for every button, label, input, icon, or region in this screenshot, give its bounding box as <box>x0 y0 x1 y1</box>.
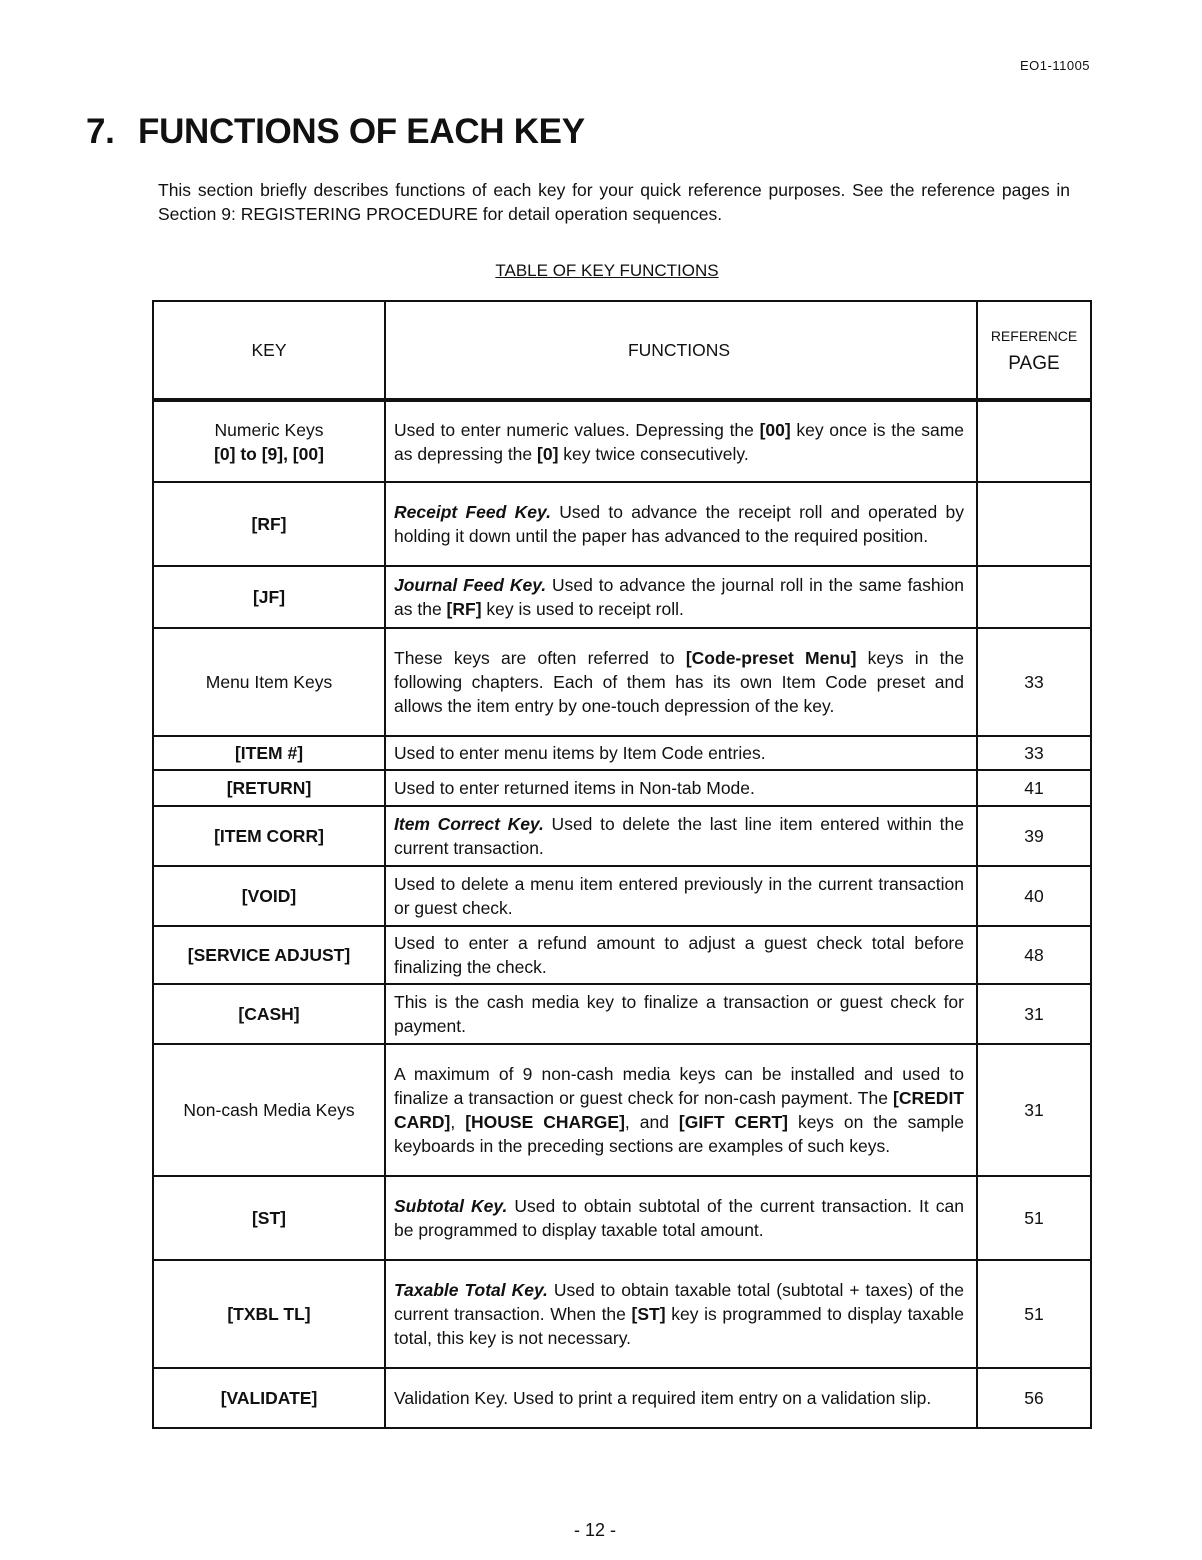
function-title: Item Correct Key. <box>394 814 544 834</box>
function-title: Subtotal Key. <box>394 1196 508 1216</box>
table-row <box>153 1044 1091 1176</box>
function-text: Used to obtain taxable total (subtotal + taxes) of the current transaction. When the <box>394 1280 964 1324</box>
key-functions-table <box>152 300 1092 1429</box>
key-name: Non-cash Media Keys <box>153 1044 385 1176</box>
function-cell <box>385 1260 977 1368</box>
reference-page: 33 <box>977 628 1091 736</box>
function-title: Journal Feed Key. <box>394 575 547 595</box>
function-text: keys in the following chapters. Each of them has its own Item Code preset and allows the item entry by one-touch depression of the key. <box>394 648 964 716</box>
reference-page: 33 <box>977 736 1091 770</box>
function-text: These keys are often referred to <box>394 648 686 668</box>
function-text: key is programmed to display taxable total, this key is not necessary. <box>394 1304 965 1348</box>
key-name: [ITEM CORR] <box>153 806 385 866</box>
function-text: , and <box>624 1112 679 1132</box>
function-cell <box>385 1176 977 1260</box>
table-row <box>153 866 1091 926</box>
function-text: A maximum of 9 non-cash media keys can be installed and used to finalize a transaction or guest check for non-cash payment. The <box>394 1064 964 1108</box>
function-text: , <box>450 1112 466 1132</box>
reference-page <box>977 400 1091 482</box>
key-reference: [00] <box>759 419 791 440</box>
key-cell <box>153 400 385 482</box>
key-reference: [HOUSE CHARGE] <box>465 1112 625 1132</box>
function-text: Used to advance the receipt roll and operated by holding it down until the paper has advanced to the required position. <box>394 502 964 546</box>
page-number: - 12 - <box>573 1520 616 1540</box>
table-row <box>153 482 1091 566</box>
table-row <box>153 628 1091 736</box>
function-text: Used to delete a menu item entered previously in the current transaction or guest check. <box>385 866 977 926</box>
function-text: Used to enter numeric values. Depressing the <box>394 419 760 440</box>
function-cell <box>385 1044 977 1176</box>
header-reference: REFERENCE <box>990 328 1078 344</box>
table-row <box>153 1260 1091 1368</box>
function-text: Used to enter returned items in Non-tab Mode. <box>385 770 977 806</box>
function-text: Validation Key. Used to print a required item entry on a validation slip. <box>385 1368 977 1428</box>
key-name: Menu Item Keys <box>153 628 385 736</box>
key-name: [ST] <box>153 1176 385 1260</box>
function-text: key is used to receipt roll. <box>481 599 684 619</box>
reference-page: 51 <box>977 1176 1091 1260</box>
function-cell <box>385 806 977 866</box>
header-page: PAGE <box>1008 353 1060 374</box>
reference-page <box>977 482 1091 566</box>
function-text: Used to enter a refund amount to adjust a guest check total before finalizing the check. <box>385 926 977 984</box>
function-cell <box>385 400 977 482</box>
table-row <box>153 1368 1091 1428</box>
key-reference: [Code-preset Menu] <box>685 648 857 668</box>
key-reference: [0] <box>537 443 559 464</box>
reference-page: 31 <box>977 984 1091 1044</box>
key-name: [ITEM #] <box>153 736 385 770</box>
reference-page: 40 <box>977 866 1091 926</box>
key-name: [RF] <box>153 482 385 566</box>
document-id: EO1-11005 <box>1020 58 1091 73</box>
intro-paragraph: This section briefly describes functions of each key for your quick reference purposes. See the reference pages in Section 9: REGISTERING PROCEDURE for detail operation sequences. <box>158 180 1070 224</box>
key-name: [JF] <box>153 566 385 628</box>
section-title <box>86 112 585 152</box>
key-reference: [CREDIT CARD] <box>394 1088 964 1132</box>
table-row <box>153 806 1091 866</box>
key-name: [TXBL TL] <box>153 1260 385 1368</box>
function-cell <box>385 628 977 736</box>
key-name: [RETURN] <box>153 770 385 806</box>
function-title: Taxable Total Key. <box>394 1280 548 1300</box>
header-key: KEY <box>153 301 385 400</box>
function-cell <box>385 566 977 628</box>
function-text: Used to delete the last line item entered within the current transaction. <box>394 814 964 858</box>
section-title-text: FUNCTIONS OF EACH KEY <box>138 112 585 151</box>
function-text: key once is the same as depressing the <box>394 419 965 464</box>
function-text: Used to advance the journal roll in the same fashion as the <box>394 575 965 619</box>
function-cell <box>385 482 977 566</box>
table-row <box>153 400 1091 482</box>
section-number: 7. <box>86 112 115 151</box>
function-text: keys on the sample keyboards in the preceding sections are examples of such keys. <box>394 1112 964 1156</box>
key-name: Numeric Keys <box>214 419 324 440</box>
key-name-detail: [0] to [9], [00] <box>214 443 324 464</box>
reference-page <box>977 566 1091 628</box>
header-functions: FUNCTIONS <box>385 301 977 400</box>
key-name: [VALIDATE] <box>153 1368 385 1428</box>
table-row <box>153 736 1091 770</box>
header-reference-page <box>977 301 1091 400</box>
reference-page: 39 <box>977 806 1091 866</box>
function-title: Receipt Feed Key. <box>394 502 551 522</box>
function-text: Used to obtain subtotal of the current transaction. It can be programmed to display taxable total amount. <box>394 1196 964 1240</box>
key-reference: [ST] <box>631 1304 666 1324</box>
key-name: [VOID] <box>153 866 385 926</box>
table-row <box>153 1176 1091 1260</box>
key-reference: [GIFT CERT] <box>678 1112 788 1132</box>
function-text: key twice consecutively. <box>558 443 749 464</box>
reference-page: 48 <box>977 926 1091 984</box>
table-row <box>153 770 1091 806</box>
reference-page: 56 <box>977 1368 1091 1428</box>
table-row <box>153 926 1091 984</box>
function-text: This is the cash media key to finalize a transaction or guest check for payment. <box>385 984 977 1044</box>
key-name: [CASH] <box>153 984 385 1044</box>
key-reference: [RF] <box>446 599 482 619</box>
reference-page: 41 <box>977 770 1091 806</box>
table-row <box>153 984 1091 1044</box>
table-caption: TABLE OF KEY FUNCTIONS <box>495 261 719 280</box>
reference-page: 31 <box>977 1044 1091 1176</box>
table-header-row <box>153 301 1091 400</box>
table-row <box>153 566 1091 628</box>
reference-page: 51 <box>977 1260 1091 1368</box>
key-name: [SERVICE ADJUST] <box>153 926 385 984</box>
function-text: Used to enter menu items by Item Code entries. <box>385 736 977 770</box>
